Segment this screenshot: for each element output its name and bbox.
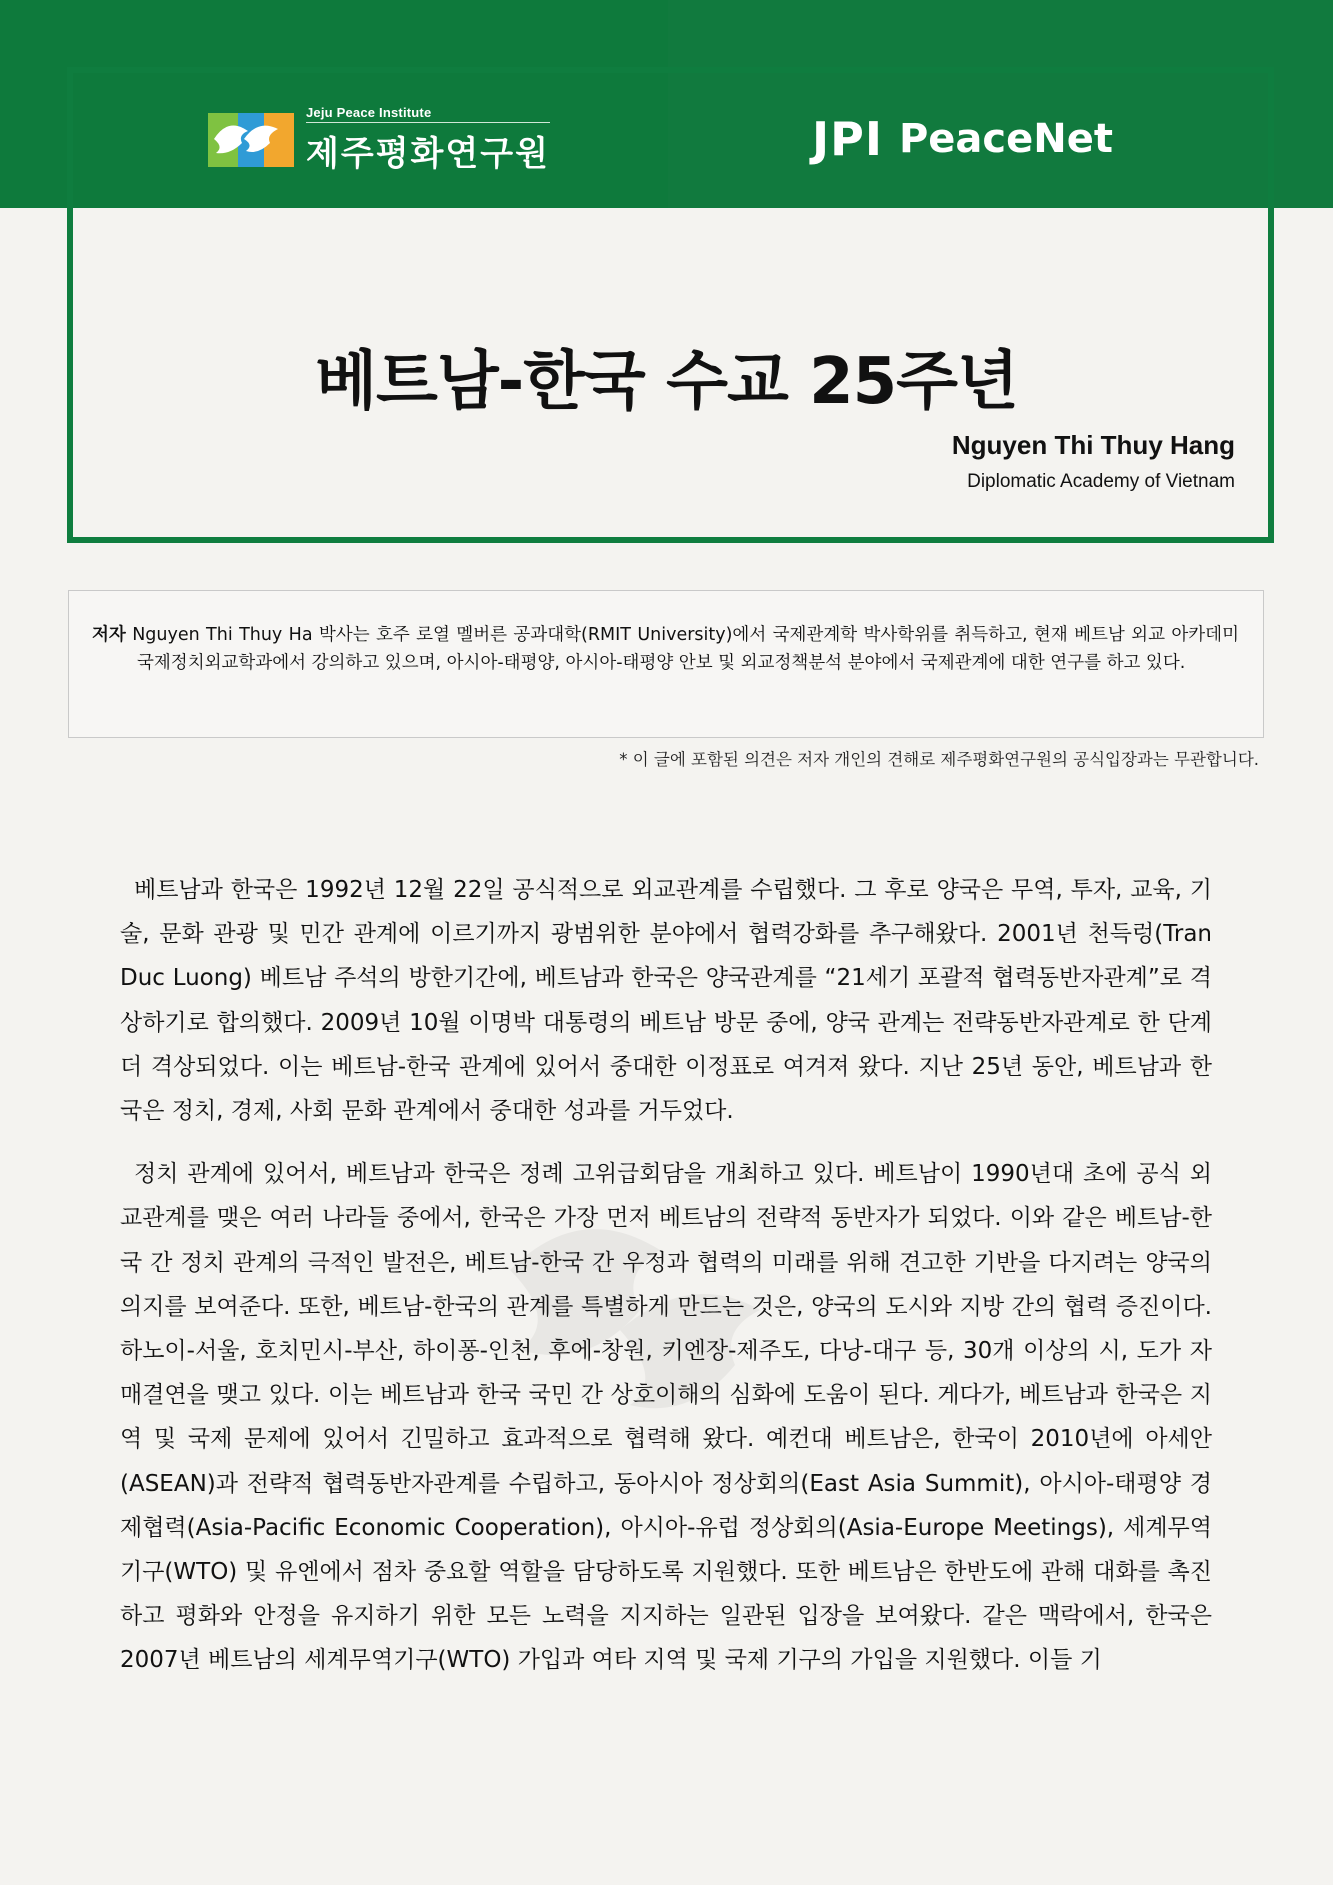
author-block [952, 430, 1235, 493]
author-bio [92, 621, 1239, 677]
paragraph-1: 베트남과 한국은 1992년 12월 22일 공식적으로 외교관계를 수립했다. 그 후로 양국은 무역, 투자, 교육, 기술, 문화 관광 및 민간 관계에 이르기까지 광범위한 분야에서 협력강화를 추구해왔다. 2001년 천득렁(Tran Duc Luong) 베트남 주석의 방한기간에, 베트남과 한국은 양국관계를 “21세기 포괄적 협력동반자관계”로 격상하기로 합의했다. 2009년 10월 이명박 대통령의 베트남 방문 중에, 양국 관계는 전략동반자관계로 한 단계 더 격상되었다. 이는 베트남-한국 관계에 있어서 중대한 이정표로 여겨져 왔다. 지난 25년 동안, 베트남과 한국은 정치, 경제, 사회 문화 관계에서 중대한 성과를 거두었다. [120, 877, 1212, 1125]
institute-name-ko: 제주평화연구원 [306, 134, 550, 174]
bio-label: 저자 [92, 625, 126, 645]
jpi-logo-text: JPI [812, 112, 883, 166]
peacenet-logo [812, 112, 1113, 166]
institute-logo [208, 105, 550, 174]
disclaimer-note: * 이 글에 포함된 의견은 저자 개인의 견해로 제주평화연구원의 공식입장과는 무관합니다. [619, 750, 1259, 769]
peacenet-logo-text: PeaceNet [898, 116, 1113, 162]
page-title: 베트남-한국 수교 25주년 [315, 345, 1018, 419]
article-body [120, 868, 1212, 1702]
bio-text: Nguyen Thi Thuy Ha 박사는 호주 로열 멜버른 공과대학(RMIT University)에서 국제관계학 박사학위를 취득하고, 현재 베트남 외교 아카데미 국제정치외교학과에서 강의하고 있으며, 아시아-태평양, 아시아-태평양 안보 및 외교정책분석 분야에서 국제관계에 대한 연구를 하고 있다. [132, 625, 1239, 673]
author-bio-box [68, 590, 1264, 738]
author-name: Nguyen Thi Thuy Hang [951, 430, 1235, 460]
paragraph-2: 정치 관계에 있어서, 베트남과 한국은 정례 고위급회담을 개최하고 있다. 베트남이 1990년대 초에 공식 외교관계를 맺은 여러 나라들 중에서, 한국은 가장 먼저 베트남의 전략적 동반자가 되었다. 이와 같은 베트남-한국 간 정치 관계의 극적인 발전은, 베트남-한국 간 우정과 협력의 미래를 위해 견고한 기반을 다지려는 양국의 의지를 보여준다. 또한, 베트남-한국의 관계를 특별하게 만드는 것은, 양국의 도시와 지방 간의 협력 증진이다. 하노이-서울, 호치민시-부산, 하이퐁-인천, 후에-창원, 키엔장-제주도, 다낭-대구 등, 30개 이상의 시, 도가 자매결연을 맺고 있다. 이는 베트남과 한국 국민 간 상호이해의 심화에 도움이 된다. 게다가, 베트남과 한국은 지역 및 국제 문제에 있어서 긴밀하고 효과적으로 협력해 왔다. 예컨대 베트남은, 한국이 2010년에 아세안(ASEAN)과 전략적 협력동반자관계를 수립하고, 동아시아 정상회의(East Asia Summit), 아시아-태평양 경제협력(Asia-Pacific Economic Cooperation), 아시아-유럽 정상회의(Asia-Europe Meetings), 세계무역기구(WTO) 및 유엔에서 점차 중요할 역할을 담당하도록 지원했다. 또한 베트남은 한반도에 관해 대화를 촉진하고 평화와 안정을 유지하기 위한 모든 노력을 지지하는 일관된 입장을 보여왔다. 같은 맥락에서, 한국은 2007년 베트남의 세계무역기구(WTO) 가입과 여타 지역 및 국제 기구의 가입을 지원했다. 이들 기 [120, 1161, 1212, 1674]
author-affiliation: Diplomatic Academy of Vietnam [967, 471, 1235, 492]
institute-name-en: Jeju Peace Institute [306, 105, 550, 123]
dove-logo-icon [208, 109, 296, 171]
